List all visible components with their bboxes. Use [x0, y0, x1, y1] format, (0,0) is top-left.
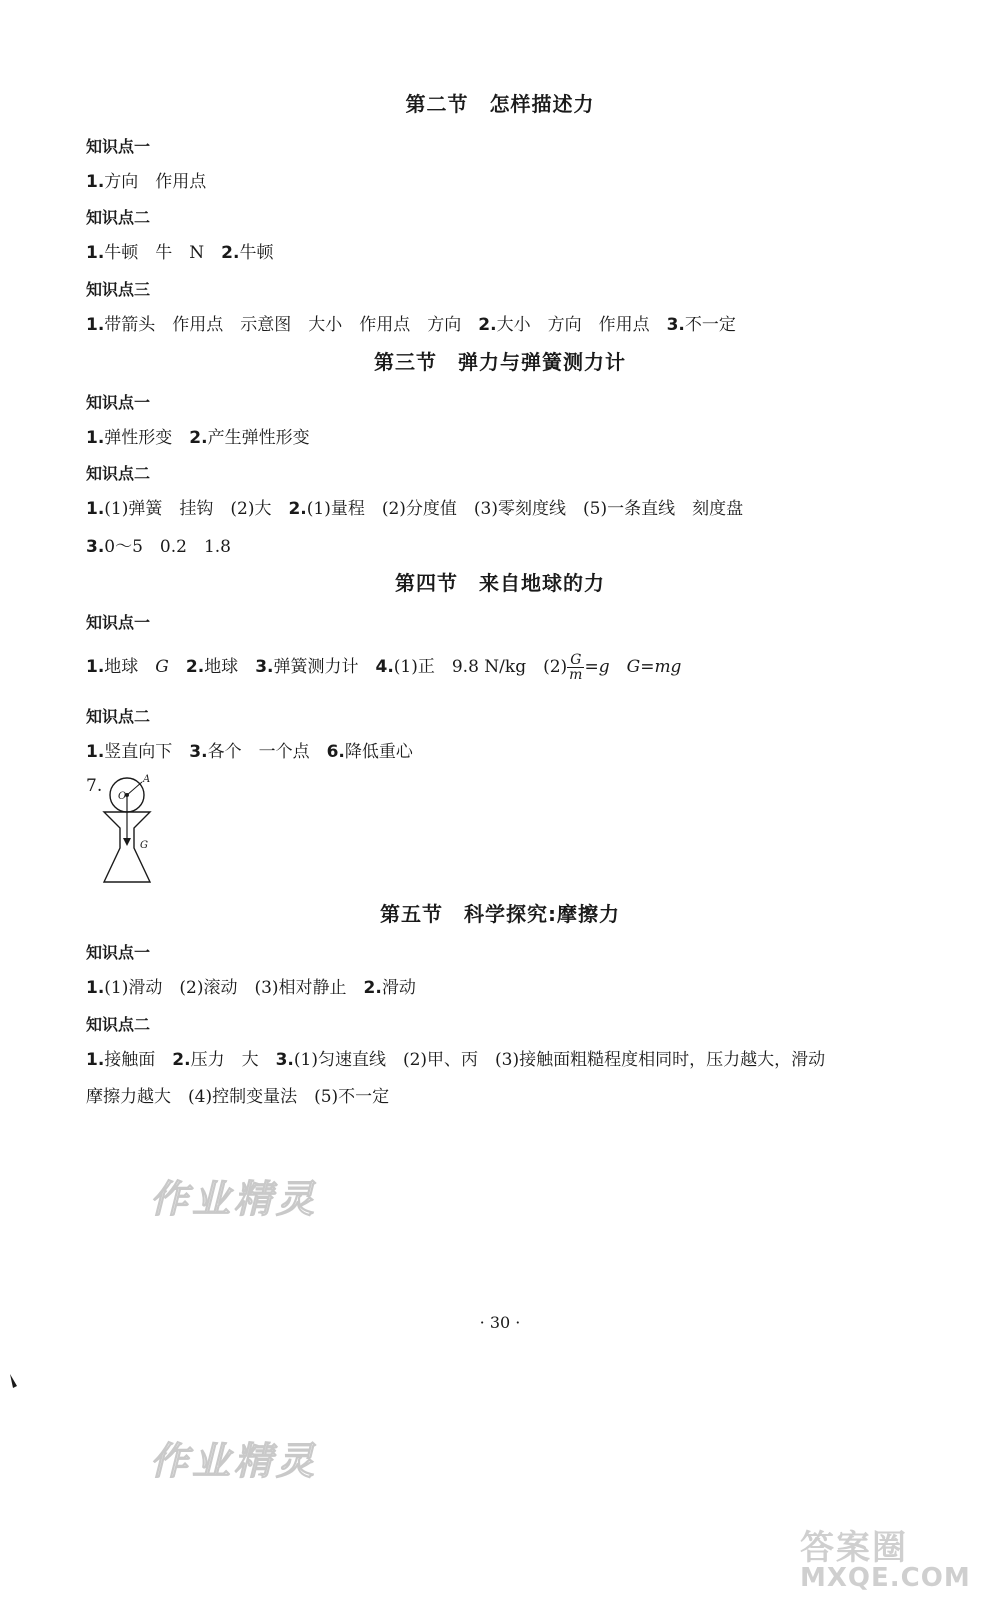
- answer-text: 接触面: [104, 1050, 173, 1070]
- item-number: 1.: [86, 742, 105, 762]
- answer-line: [86, 1045, 825, 1070]
- answer-line: [86, 310, 736, 335]
- knowledge-point-heading: 知识点二: [86, 208, 151, 227]
- answer-line: [86, 167, 206, 192]
- item-number: 1.: [86, 978, 105, 998]
- answer-line: [86, 737, 413, 762]
- answer-text: 大小 方向 作用点: [496, 315, 667, 335]
- section-title: 第五节 科学探究:摩擦力: [380, 902, 620, 926]
- answer-text: 方向 作用点: [104, 172, 207, 192]
- item-number: 1.: [86, 243, 105, 263]
- answer-text: 滑动: [381, 978, 416, 998]
- math-fraction: $\frac{G}{m}$: [569, 652, 583, 683]
- answer-line: [86, 494, 743, 519]
- answer-text: 地球: [204, 657, 256, 677]
- answer-text: (1)匀速直线 (2)甲、丙 (3)接触面粗糙程度相同时，压力越大，滑动: [293, 1050, 826, 1070]
- answer-text: 弹性形变: [104, 428, 190, 448]
- item-number: 3.: [255, 657, 274, 677]
- answer-text: 牛顿 牛 N: [104, 243, 222, 263]
- answer-text: 牛顿: [239, 243, 274, 263]
- answer-line: [86, 423, 310, 448]
- item-number: 1.: [86, 428, 105, 448]
- center-of-gravity-figure: [96, 770, 166, 888]
- section-title: 第二节 怎样描述力: [405, 92, 595, 116]
- item-number: 2.: [185, 657, 205, 677]
- math-symbol: G: [626, 657, 641, 677]
- section-title: 第四节 来自地球的力: [395, 571, 605, 595]
- watermark-text: 作业精灵: [150, 1438, 319, 1483]
- answer-text: =: [640, 657, 655, 677]
- item-number: 3.: [189, 742, 208, 762]
- answer-line: [86, 973, 416, 998]
- item-number: 2.: [221, 243, 240, 263]
- answer-text: [169, 657, 186, 677]
- answer-text: 压力 大: [190, 1050, 276, 1070]
- item-number: 1.: [86, 172, 105, 192]
- item-number: 3.: [86, 537, 105, 557]
- label-o: O: [118, 791, 127, 802]
- answer-text: 0～5 0.2 1.8: [104, 537, 231, 557]
- watermark-text: 作业精灵: [150, 1176, 319, 1221]
- answer-line: [86, 532, 231, 557]
- item-number: 4.: [375, 657, 394, 677]
- answer-text: (1)正 9.8 N/kg (2): [393, 657, 568, 677]
- math-symbol: g: [598, 657, 610, 677]
- label-g: G: [140, 840, 148, 851]
- answer-text: 带箭头 作用点 示意图 大小 作用点 方向: [104, 315, 479, 335]
- item-number: 1.: [86, 657, 105, 677]
- item-number: 2.: [478, 315, 497, 335]
- answer-text: (1)滑动 (2)滚动 (3)相对静止: [104, 978, 364, 998]
- knowledge-point-heading: 知识点二: [86, 1015, 151, 1034]
- item-number: 3.: [666, 315, 685, 335]
- answer-text: (1)弹簧 挂钩 (2)大: [104, 499, 289, 519]
- answer-text: 降低重心: [344, 742, 413, 762]
- math-symbol: mg: [654, 657, 682, 677]
- answer-text: 竖直向下: [104, 742, 190, 762]
- answer-line: [86, 238, 273, 263]
- section-title: 第三节 弹力与弹簧测力计: [374, 350, 626, 374]
- answer-text: =: [584, 657, 599, 677]
- label-a: A: [143, 774, 151, 785]
- item-number: 2.: [189, 428, 208, 448]
- answer-text: [610, 657, 627, 677]
- answer-text: 产生弹性形变: [207, 428, 310, 448]
- item-number: 3.: [275, 1050, 294, 1070]
- knowledge-point-heading: 知识点二: [86, 707, 151, 726]
- answer-text: (1)量程 (2)分度值 (3)零刻度线 (5)一条直线 刻度盘: [306, 499, 744, 519]
- knowledge-point-heading: 知识点一: [86, 137, 151, 156]
- answer-text: 不一定: [684, 315, 736, 335]
- item-number: 6.: [326, 742, 345, 762]
- knowledge-point-heading: 知识点二: [86, 464, 151, 483]
- logo-bottom-text: MXQE.COM: [800, 1563, 971, 1593]
- item-number: 2.: [172, 1050, 191, 1070]
- answer-line: [86, 1082, 389, 1107]
- item-number: 1.: [86, 1050, 105, 1070]
- item-number: 2.: [363, 978, 382, 998]
- answer-text: 弹簧测力计: [273, 657, 376, 677]
- answer-text: 地球: [104, 657, 156, 677]
- knowledge-point-heading: 知识点一: [86, 393, 151, 412]
- page-number: · 30 ·: [479, 1313, 521, 1332]
- answer-line: [86, 652, 681, 682]
- math-symbol: G: [155, 657, 169, 677]
- logo-top-text: 答案圈: [800, 1528, 908, 1568]
- answer-text: 摩擦力越大 (4)控制变量法 (5)不一定: [86, 1087, 390, 1107]
- answer-text: 各个 一个点: [207, 742, 327, 762]
- knowledge-point-heading: 知识点一: [86, 613, 151, 632]
- item-number: 2.: [288, 499, 307, 519]
- item-number: 1.: [86, 315, 105, 335]
- scan-mark: [8, 1372, 24, 1390]
- figure-number: 7.: [86, 776, 103, 796]
- item-number: 1.: [86, 499, 105, 519]
- site-logo-watermark: [800, 1520, 971, 1593]
- knowledge-point-heading: 知识点一: [86, 943, 151, 962]
- knowledge-point-heading: 知识点三: [86, 280, 151, 299]
